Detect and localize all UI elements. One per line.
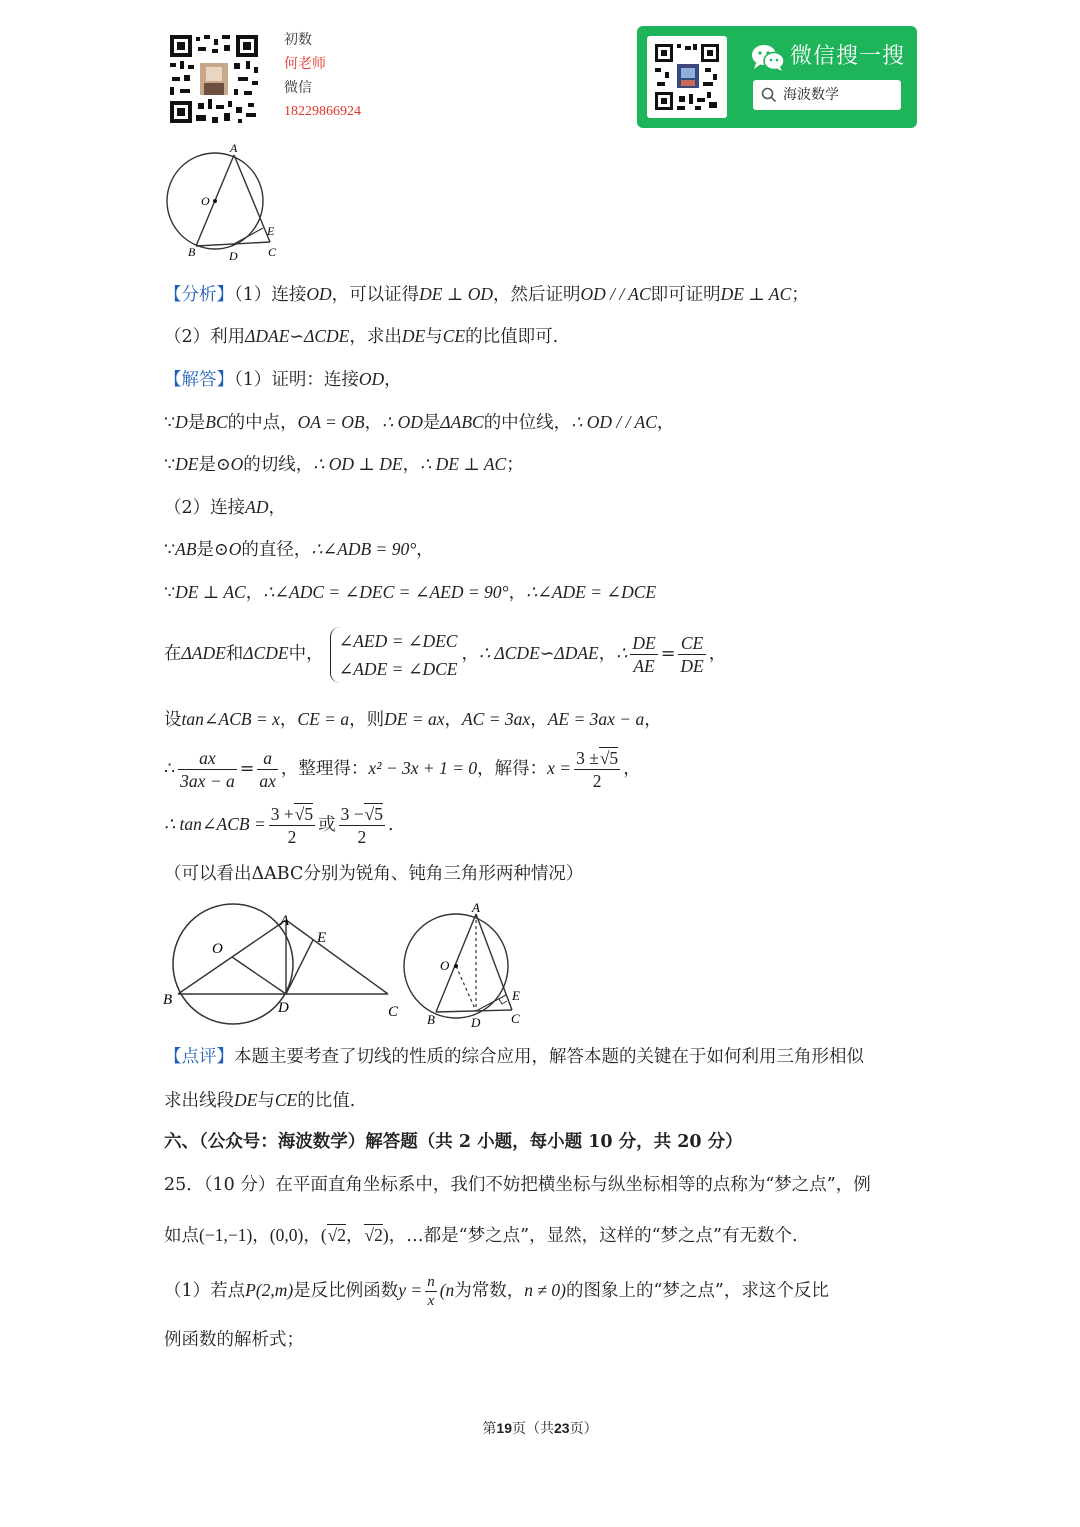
qr-code-right [647,36,727,118]
segment-ac [234,155,270,242]
label-c: C [388,1004,399,1020]
problem-line-1: 25．（10 分）在平面直角坐标系中，我们不妨把横坐标与纵坐标相等的点称为“梦之点”，例 [164,1175,871,1195]
qr-code-left [168,33,260,125]
fraction-a-over-ax: $\frac{a}{ax}$ [259,748,276,791]
figure-top-geometry [162,138,292,264]
contact-line-subject: 初数 [284,32,312,48]
solution-line-10: ∴ tan∠ACB = $\frac{3 +√5}{2}$ 或 $\frac{3 -√5}{2}$ . [164,804,394,847]
figure-bottom-left-geometry [160,900,410,1028]
label-a: A [230,141,238,155]
solution-line-9: ∴ $\frac{ax}{3ax - a}$ = $\frac{a}{ax}$ ，整理得：x² − 3x + 1 = 0，解得：x = $\frac{3 \pm√5}{2}$ ， [164,748,641,791]
search-icon [761,87,777,103]
figure-bottom-right-geometry [398,900,532,1030]
problem-line-4: 例函数的解析式； [164,1330,304,1350]
center-dot [213,199,217,203]
solution-line-8: 设tan∠ACB = x，CE = a，则DE = ax，AC = 3ax，AE = 3ax − a， [164,709,662,730]
wechat-search-title: 微信搜一搜 [790,44,906,69]
label-e: E [267,224,275,238]
label-c: C [511,1011,520,1026]
problem-line-3: （1）若点P(2,m)是反比例函数y = $\frac{n}{x}$ (n为常数，n ≠ 0)的图象上的“梦之点”，求这个反比 [164,1274,829,1309]
label-d: D [278,1000,289,1016]
label-e: E [512,988,520,1003]
fraction-root-minus: $\frac{3 -√5}{2}$ [340,804,383,847]
label-o: O [440,958,450,973]
label-e: E [317,930,327,946]
label-a: A [280,913,290,929]
equation-system: ∠AED = ∠DEC ∠ADE = ∠DCE [330,627,458,683]
solution-line-7: 在ΔADE和ΔCDE中， ∠AED = ∠DEC ∠ADE = ∠DCE ，∴ ΔCDE∽ΔDAE，∴ $\frac{DE}{AE}$ = $\frac{CE}{DE}$ ， [164,624,726,683]
analysis-line-2: （2）利用ΔDAE∽ΔCDE，求出DE与CE的比值即可. [164,326,559,347]
wechat-search-banner[interactable] [637,26,917,128]
fraction-ce-de: $\frac{CE}{DE}$ [680,633,704,676]
wechat-logo-icon [751,44,785,72]
fraction-root-pm: $\frac{3 \pm√5}{2}$ [576,748,619,791]
contact-block [284,28,361,124]
page-total: 23 [554,1420,570,1436]
problem-line-2: 如点(−1,−1)，(0,0)，(√2，√2)，…都是“梦之点”，显然，这样的“梦之点”有无数个. [164,1225,798,1246]
solution-line-3: ∵DE是⊙O的切线，∴ OD ⊥ DE，∴ DE ⊥ AC； [164,454,524,475]
contact-line-teacher: 何老师 [284,56,326,72]
solution-line-6: ∵DE ⊥ AC，∴∠ADC = ∠DEC = ∠AED = 90°，∴∠ADE = ∠DCE [164,582,657,603]
contact-line-wechat: 微信 [284,80,312,96]
analysis-tag: 【分析】 [164,285,234,305]
label-a: A [472,900,480,915]
fraction-root-plus: $\frac{3 +√5}{2}$ [270,804,314,847]
search-input[interactable] [753,80,901,110]
label-d: D [229,249,238,263]
label-d: D [471,1015,481,1030]
fraction-de-ae: $\frac{DE}{AE}$ [632,633,656,676]
comment-line-2: 求出线段DE与CE的比值. [164,1090,356,1111]
search-text: 海波数学 [783,87,839,103]
fraction-n-over-x: $\frac{n}{x}$ [427,1274,435,1309]
label-b: B [427,1012,435,1027]
label-c: C [268,245,277,259]
page-number: 19 [496,1420,512,1436]
solution-tag: 【解答】 [164,370,234,390]
solution-line-5: ∵AB是⊙O的直径，∴∠ADB = 90°， [164,539,434,560]
comment-line-1: 【点评】本题主要考查了切线的性质的综合应用，解答本题的关键在于如何利用三角形相似 [164,1047,864,1067]
page-footer: 第19页（共23页） [482,1420,598,1437]
fraction-ax-over: $\frac{ax}{3ax - a}$ [180,748,235,791]
label-o: O [201,194,210,208]
solution-line-4: （2）连接AD， [164,497,286,518]
analysis-line-1: 【分析】（1）连接OD，可以证得DE ⊥ OD，然后证明OD / / AC即可证明DE ⊥ AC； [164,284,809,305]
solution-line-1: 【解答】（1）证明：连接OD， [164,369,402,390]
contact-line-phone: 18229866924 [284,104,361,119]
solution-line-11: （可以看出ΔABC分别为锐角、钝角三角形两种情况） [164,864,584,884]
label-b: B [188,245,196,259]
label-o: O [212,941,223,957]
label-b: B [163,992,173,1008]
comment-tag: 【点评】 [164,1047,234,1067]
solution-line-2: ∵D是BC的中点，OA = OB，∴ OD是ΔABC的中位线，∴ OD / / AC， [164,412,675,433]
section-title: 六、（公众号：海波数学）解答题（共 2 小题，每小题 10 分，共 20 分） [164,1132,743,1152]
